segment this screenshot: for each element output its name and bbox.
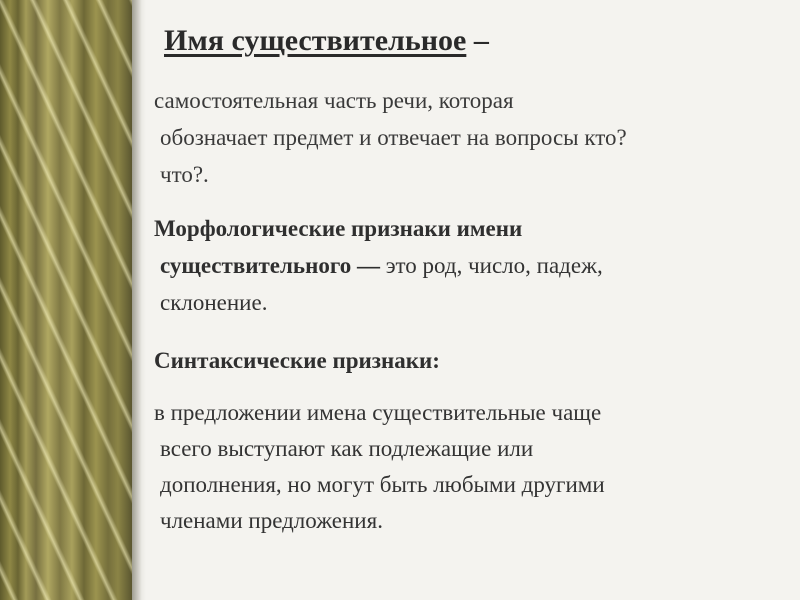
morphology-line: [154, 247, 794, 284]
syntax-line: дополнения, но могут быть любыми другими: [160, 472, 605, 497]
slide-title: [164, 24, 489, 58]
morphology-dash: —: [351, 253, 386, 278]
syntax-line: членами предложения.: [160, 508, 383, 533]
band-shadow: [132, 0, 146, 600]
title-dash: –: [466, 24, 489, 57]
definition-line: самостоятельная часть речи, которая: [154, 88, 514, 113]
definition-paragraph: [154, 82, 794, 193]
definition-line: что?.: [160, 162, 209, 187]
morphology-features: это род, число, падеж,: [385, 253, 603, 278]
syntax-paragraph-heading: [154, 342, 794, 379]
definition-line: обозначает предмет и отвечает на вопросы кто?: [160, 125, 627, 150]
syntax-paragraph: [154, 395, 794, 539]
decorative-side-band: [0, 0, 132, 600]
morphology-term: существительного: [160, 253, 352, 278]
title-term: Имя существительное: [164, 24, 467, 57]
morphology-paragraph: [154, 210, 794, 321]
slide-content: [150, 0, 796, 600]
syntax-line: всего выступают как подлежащие или: [160, 436, 534, 461]
morphology-heading: Морфологические признаки имени: [154, 216, 523, 241]
syntax-line: в предложении имена существительные чаще: [154, 400, 602, 425]
morphology-line: склонение.: [160, 290, 268, 315]
syntax-heading: Синтаксические признаки:: [154, 348, 440, 373]
